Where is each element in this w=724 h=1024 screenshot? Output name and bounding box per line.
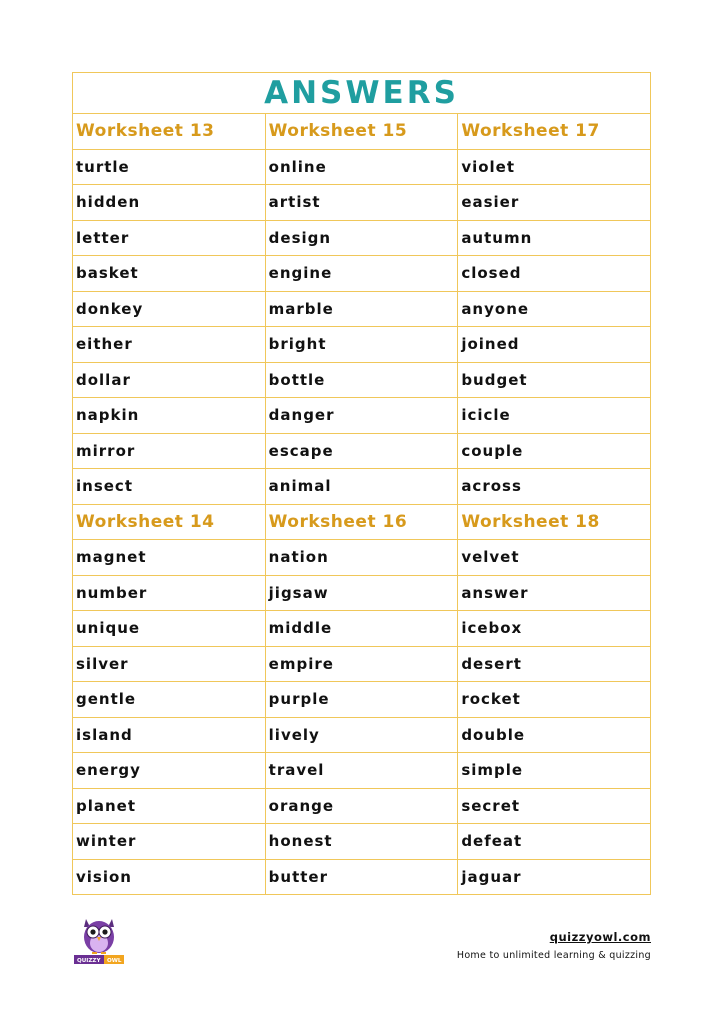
- answer-cell: defeat: [458, 824, 651, 860]
- owl-icon: [74, 913, 124, 965]
- answer-cell: budget: [458, 362, 651, 398]
- logo-word-1: QUIZZY: [77, 958, 101, 965]
- answer-cell: danger: [265, 398, 458, 434]
- answer-cell: easier: [458, 185, 651, 221]
- answer-cell: purple: [265, 682, 458, 718]
- answer-cell: engine: [265, 256, 458, 292]
- answer-cell: bright: [265, 327, 458, 363]
- table-row: [73, 646, 651, 682]
- table-row: [73, 788, 651, 824]
- table-row: [73, 540, 651, 576]
- answer-cell: nation: [265, 540, 458, 576]
- logo-word-2: OWL: [107, 958, 122, 965]
- answer-cell: turtle: [73, 149, 266, 185]
- answer-cell: jigsaw: [265, 575, 458, 611]
- worksheet-heading: Worksheet 16: [265, 504, 458, 540]
- answer-cell: mirror: [73, 433, 266, 469]
- answer-cell: icicle: [458, 398, 651, 434]
- table-row: [73, 398, 651, 434]
- table-row: [73, 575, 651, 611]
- worksheet-heading: Worksheet 14: [73, 504, 266, 540]
- table-row: [73, 469, 651, 505]
- answer-cell: vision: [73, 859, 266, 895]
- answer-cell: honest: [265, 824, 458, 860]
- answer-cell: rocket: [458, 682, 651, 718]
- answer-cell: velvet: [458, 540, 651, 576]
- answer-cell: winter: [73, 824, 266, 860]
- page-title: ANSWERS: [73, 73, 651, 114]
- answer-cell: gentle: [73, 682, 266, 718]
- answer-cell: online: [265, 149, 458, 185]
- answer-cell: donkey: [73, 291, 266, 327]
- tagline: Home to unlimited learning & quizzing: [456, 950, 651, 961]
- worksheet-heading: Worksheet 17: [458, 114, 651, 150]
- table-row: [73, 433, 651, 469]
- answer-cell: jaguar: [458, 859, 651, 895]
- worksheet-heading: Worksheet 13: [73, 114, 266, 150]
- answer-cell: napkin: [73, 398, 266, 434]
- answer-cell: escape: [265, 433, 458, 469]
- table-row: [73, 717, 651, 753]
- table-row: [73, 682, 651, 718]
- answer-cell: orange: [265, 788, 458, 824]
- answer-cell: magnet: [73, 540, 266, 576]
- answer-cell: hidden: [73, 185, 266, 221]
- table-row: [73, 291, 651, 327]
- answer-cell: empire: [265, 646, 458, 682]
- table-row: [73, 256, 651, 292]
- answer-cell: secret: [458, 788, 651, 824]
- table-row: [73, 185, 651, 221]
- answer-cell: closed: [458, 256, 651, 292]
- answer-cell: double: [458, 717, 651, 753]
- answer-cell: dollar: [73, 362, 266, 398]
- section-header-row: [73, 114, 651, 150]
- quizzy-owl-logo: [74, 913, 124, 965]
- table-row: [73, 611, 651, 647]
- answer-cell: basket: [73, 256, 266, 292]
- table-row: [73, 362, 651, 398]
- answer-cell: design: [265, 220, 458, 256]
- table-row: [73, 824, 651, 860]
- answer-cell: unique: [73, 611, 266, 647]
- answer-cell: across: [458, 469, 651, 505]
- answer-cell: energy: [73, 753, 266, 789]
- table-row: [73, 149, 651, 185]
- answer-cell: marble: [265, 291, 458, 327]
- answer-cell: silver: [73, 646, 266, 682]
- answer-cell: middle: [265, 611, 458, 647]
- answer-cell: planet: [73, 788, 266, 824]
- answer-cell: either: [73, 327, 266, 363]
- answer-cell: butter: [265, 859, 458, 895]
- answer-cell: joined: [458, 327, 651, 363]
- answer-cell: lively: [265, 717, 458, 753]
- answer-cell: couple: [458, 433, 651, 469]
- table-row: [73, 327, 651, 363]
- answer-cell: bottle: [265, 362, 458, 398]
- footer-info: [457, 930, 651, 961]
- title-row: [73, 73, 651, 114]
- answer-cell: icebox: [458, 611, 651, 647]
- table-row: [73, 220, 651, 256]
- answers-table: [72, 72, 651, 895]
- site-link[interactable]: quizzyowl.com: [549, 930, 651, 944]
- answer-cell: simple: [458, 753, 651, 789]
- answer-cell: number: [73, 575, 266, 611]
- worksheet-heading: Worksheet 18: [458, 504, 651, 540]
- answer-cell: artist: [265, 185, 458, 221]
- table-row: [73, 859, 651, 895]
- answer-cell: island: [73, 717, 266, 753]
- worksheet-heading: Worksheet 15: [265, 114, 458, 150]
- answer-cell: answer: [458, 575, 651, 611]
- answer-cell: anyone: [458, 291, 651, 327]
- table-row: [73, 753, 651, 789]
- answer-cell: insect: [73, 469, 266, 505]
- section-header-row: [73, 504, 651, 540]
- answer-cell: desert: [458, 646, 651, 682]
- answer-cell: animal: [265, 469, 458, 505]
- answer-cell: violet: [458, 149, 651, 185]
- answer-cell: letter: [73, 220, 266, 256]
- answer-cell: autumn: [458, 220, 651, 256]
- answer-cell: travel: [265, 753, 458, 789]
